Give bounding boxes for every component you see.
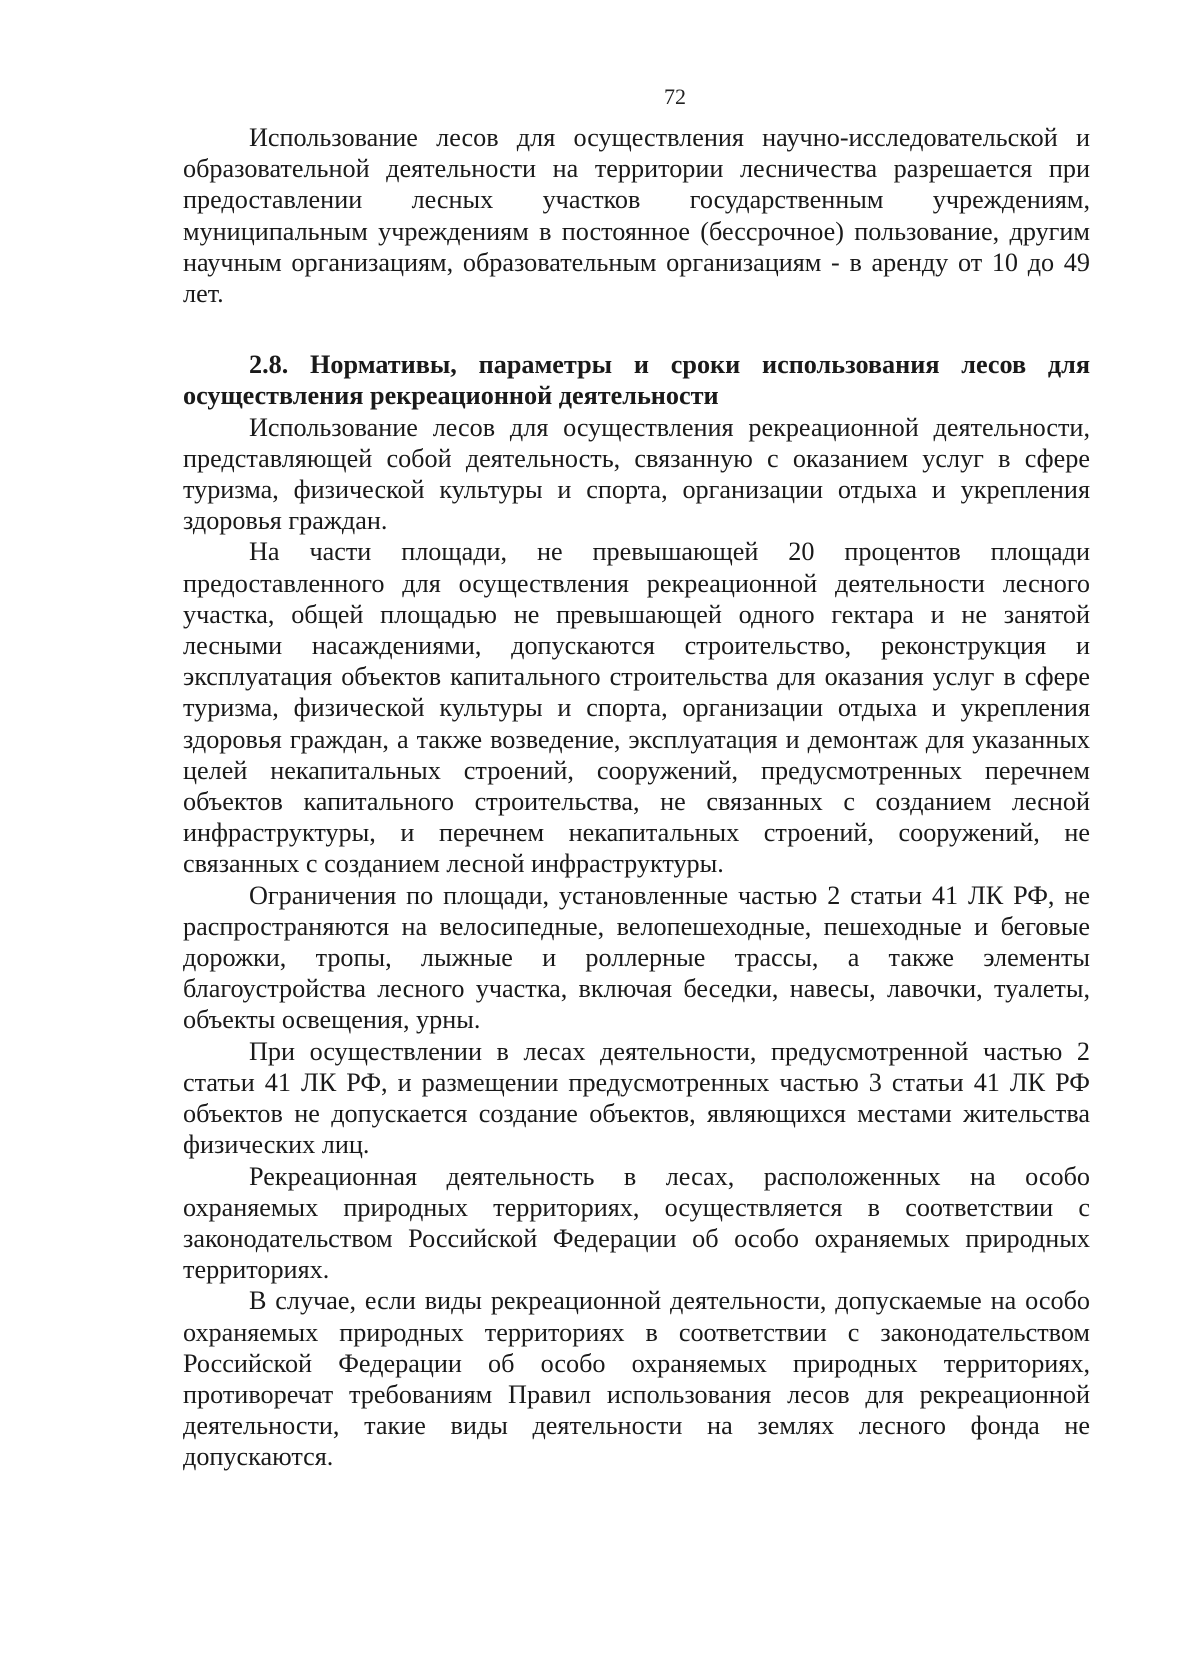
- section-paragraph-3: Ограничения по площади, установленные частью 2 статьи 41 ЛК РФ, не распространяются на велосипедные, велопешеходные, пешеходные и беговые дорожки, тропы, лыжные и роллерные трассы, а также элементы благоустройства лесного участка, включая беседки, навесы, лавочки, туалеты, объекты освещения, урны.: [183, 880, 1090, 1035]
- section-paragraph-5: Рекреационная деятельность в лесах, расположенных на особо охраняемых природных территориях, осуществляется в соответствии с законодательством Российской Федерации об особо охраняемых природных территориях.: [183, 1161, 1090, 1285]
- document-body: [183, 122, 1090, 1473]
- section-paragraph-6: В случае, если виды рекреационной деятельности, допускаемые на особо охраняемых природных территориях в соответствии с законодательством Российской Федерации об особо охраняемых природных территориях, противоречат требованиям Правил использования лесов для рекреационной деятельности, такие виды деятельности на землях лесного фонда не допускаются.: [183, 1286, 1090, 1472]
- section-paragraph-4: При осуществлении в лесах деятельности, предусмотренной частью 2 статьи 41 ЛК РФ, и размещении предусмотренных частью 3 статьи 41 ЛК РФ объектов не допускается создание объектов, являющихся местами жительства физических лиц.: [183, 1036, 1090, 1160]
- intro-paragraph: Использование лесов для осуществления научно-исследовательской и образовательной деятельности на территории лесничества разрешается при предоставлении лесных участков государственным учреждениям, муниципальным учреждениям в постоянное (бессрочное) пользование, другим научным организациям, образовательным организациям - в аренду от 10 до 49 лет.: [183, 123, 1090, 309]
- section-paragraph-2: На части площади, не превышающей 20 процентов площади предоставленного для осуществления рекреационной деятельности лесного участка, общей площадью не превышающей одного гектара и не занятой лесными насаждениями, допускаются строительство, реконструкция и эксплуатация объектов капитального строительства для оказания услуг в сфере туризма, физической культуры и спорта, организации отдыха и укрепления здоровья граждан, а также возведение, эксплуатация и демонтаж для указанных целей некапитальных строений, сооружений, предусмотренных перечнем объектов капитального строительства, не связанных с созданием лесной инфраструктуры, и перечнем некапитальных строений, сооружений, не связанных с созданием лесной инфраструктуры.: [183, 537, 1090, 879]
- section-paragraph-1: Использование лесов для осуществления рекреационной деятельности, представляющей собой деятельность, связанную с оказанием услуг в сфере туризма, физической культуры и спорта, организации отдыха и укрепления здоровья граждан.: [183, 412, 1090, 536]
- page-number: 72: [664, 84, 686, 109]
- section-heading: 2.8. Нормативы, параметры и сроки использования лесов для осуществления рекреационной деятельности: [183, 350, 1090, 411]
